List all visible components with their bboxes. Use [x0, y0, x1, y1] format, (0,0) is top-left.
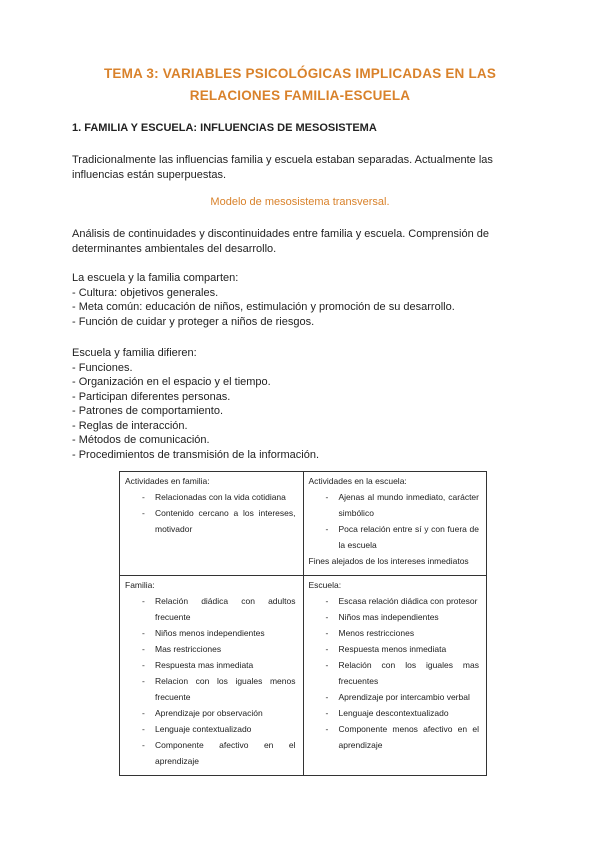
page-title [60, 63, 540, 107]
differ-intro: Escuela y familia difieren: [72, 347, 197, 359]
cell-title: Escuela: [308, 580, 342, 590]
list-item: - Ajenas al mundo inmediato, carácter simbólico [309, 489, 482, 521]
list-item: - Relacionadas con la vida cotidiana [125, 489, 298, 505]
intro-paragraph: Tradicionalmente las influencias familia y escuela estaban separadas. Actualmente las influencias están superpuestas. [72, 154, 493, 181]
cell-list [125, 593, 298, 769]
analysis-paragraph: Análisis de continuidades y discontinuidades entre familia y escuela. Comprensión de determinantes ambientales del desarrollo. [72, 228, 490, 255]
list-item: - Niños menos independientes [125, 625, 298, 641]
cell-title: Actividades en familia: [125, 476, 210, 486]
cell-list [125, 489, 298, 537]
cell-list [309, 593, 482, 753]
list-item: - Participan diferentes personas. [72, 390, 231, 403]
page-title-line-1: TEMA 3: VARIABLES PSICOLÓGICAS IMPLICADAS EN LAS [103, 66, 497, 81]
list-item: - Componente menos afectivo en el aprendizaje [309, 721, 482, 753]
list-item: - Relación con los iguales mas frecuentes [309, 657, 482, 689]
table-cell-family-activities [120, 472, 304, 576]
table-cell-school [303, 576, 487, 776]
table-cell-family [120, 576, 304, 776]
share-list [72, 286, 532, 330]
list-item: - Aprendizaje por intercambio verbal [309, 689, 482, 705]
list-item: - Relación diádica con adultos frecuente [125, 593, 298, 625]
share-intro: La escuela y la familia comparten: [72, 272, 239, 284]
cell-list [309, 489, 482, 553]
cell-note: Fines alejados de los intereses inmediatos [308, 556, 469, 566]
list-item: - Poca relación entre sí y con fuera de la escuela [309, 521, 482, 553]
table-row [120, 472, 487, 576]
section-heading: 1. FAMILIA Y ESCUELA: INFLUENCIAS DE MESOSISTEMA [72, 122, 377, 134]
list-item: - Componente afectivo en el aprendizaje [125, 737, 298, 769]
list-item: - Patrones de comportamiento. [72, 405, 224, 417]
cell-title: Familia: [125, 580, 155, 590]
list-item: - Mas restricciones [125, 641, 298, 657]
list-item: - Funciones. [72, 361, 133, 374]
share-block [72, 271, 532, 329]
list-item: - Menos restricciones [309, 625, 482, 641]
model-subtitle: Modelo de mesosistema transversal. [210, 196, 390, 208]
list-item: - Métodos de comunicación. [72, 434, 210, 446]
page-title-line-2: RELACIONES FAMILIA-ESCUELA [189, 88, 411, 103]
table-row [120, 576, 487, 776]
differ-list [72, 361, 532, 463]
list-item: - Organización en el espacio y el tiempo. [72, 376, 271, 388]
differ-block [72, 346, 532, 462]
list-item: - Meta común: educación de niños, estimulación y promoción de su desarrollo. [72, 301, 455, 313]
list-item: - Lenguaje contextualizado [125, 721, 298, 737]
list-item: - Aprendizaje por observación [125, 705, 298, 721]
list-item: - Reglas de interacción. [72, 419, 188, 432]
list-item: - Respuesta mas inmediata [125, 657, 298, 673]
table-cell-school-activities [303, 472, 487, 576]
list-item: - Contenido cercano a los intereses, motivador [125, 505, 298, 537]
list-item: - Función de cuidar y proteger a niños de riesgos. [72, 315, 315, 328]
cell-title: Actividades en la escuela: [308, 476, 407, 486]
list-item: - Cultura: objetivos generales. [72, 286, 219, 299]
list-item: - Escasa relación diádica con protesor [309, 593, 482, 609]
list-item: - Relacion con los iguales menos frecuente [125, 673, 298, 705]
list-item: - Procedimientos de transmisión de la información. [72, 448, 320, 461]
list-item: - Respuesta menos inmediata [309, 641, 482, 657]
list-item: - Lenguaje descontextualizado [309, 705, 482, 721]
list-item: - Niños mas independientes [309, 609, 482, 625]
comparison-table [119, 471, 487, 776]
